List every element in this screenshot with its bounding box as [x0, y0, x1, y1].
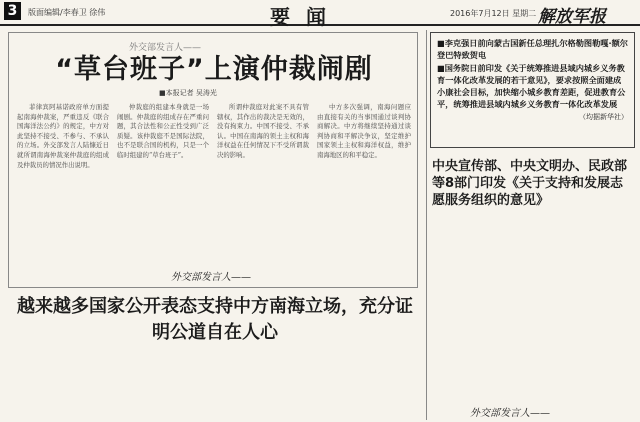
article1-title: “草台班子”上演仲裁闹剧 — [55, 54, 373, 85]
page-header — [0, 0, 640, 29]
brief-item-2: ■国务院日前印发《关于统筹推进县域内城乡义务教育一体化改革发展的若干意见》，要求按照全面建成小康社会目标，加快缩小城乡教育差距，促进教育公平，统筹推进县域内城乡义务教育一体化改革发展 — [437, 63, 626, 109]
article3-title: 中央宣传部、中央文明办、民政部等8部门印发《关于支持和发展志愿服务组织的意见》 — [432, 159, 628, 208]
footer-signoff: 外交部发言人—— — [470, 408, 550, 419]
section-title: 要闻 — [270, 5, 342, 29]
news-briefs — [430, 32, 635, 148]
article1-box — [8, 32, 418, 288]
article1-col1: 菲律宾阿基诺政府单方面提起南海仲裁案，严重违反《联合国海洋法公约》的规定，中方对此坚持不接受、不参与、不承认的立场。外交部发言人陆慷近日就所谓南海仲裁案仲裁庭的组成及仲裁员的情况作出说明。 — [17, 103, 109, 169]
editors: 版面编辑/李春卫 徐伟 — [28, 8, 106, 17]
column-divider — [426, 30, 427, 420]
article1-byline: ■本报记者 吴涛光 — [159, 89, 217, 97]
date: 2016年7月12日 星期二 — [450, 9, 537, 18]
brief-source: （均据新华社） — [579, 113, 628, 121]
article1-col2: 仲裁庭的组建本身就是一场闹剧。仲裁庭的组成存在严重问题，其合法性和公正性受到广泛质疑。该仲裁庭不是国际法院，也不是联合国的机构，只是一个临时组建的“草台班子”。 — [117, 103, 209, 159]
article2-title: 越来越多国家公开表态支持中方南海立场，充分证明公道自在人心 — [17, 296, 413, 343]
article1-col3: 所谓仲裁庭对此案不具有管辖权，其作出的裁决是无效的，没有拘束力。中国不接受、不承认。中国在南海的领土主权和海洋权益在任何情况下不受所谓裁决的影响。 — [217, 103, 309, 159]
paper-name: 解放军报 — [538, 7, 606, 27]
article1-col4: 中方多次强调，南海问题应由直接有关的当事国通过谈判协商解决。中方将继续坚持通过谈判协商和平解决争议，坚定维护国家领土主权和海洋权益，维护南海地区的和平稳定。 — [317, 103, 411, 159]
brief-item-1: ■李克强日前向蒙古国新任总理扎尔格勒图勒嘎·额尔登巴特致贺电 — [437, 38, 628, 60]
article1-signoff: 外交部发言人—— — [171, 272, 251, 283]
page-number: 3 — [4, 2, 21, 20]
article1-kicker: 外交部发言人—— — [129, 43, 202, 53]
